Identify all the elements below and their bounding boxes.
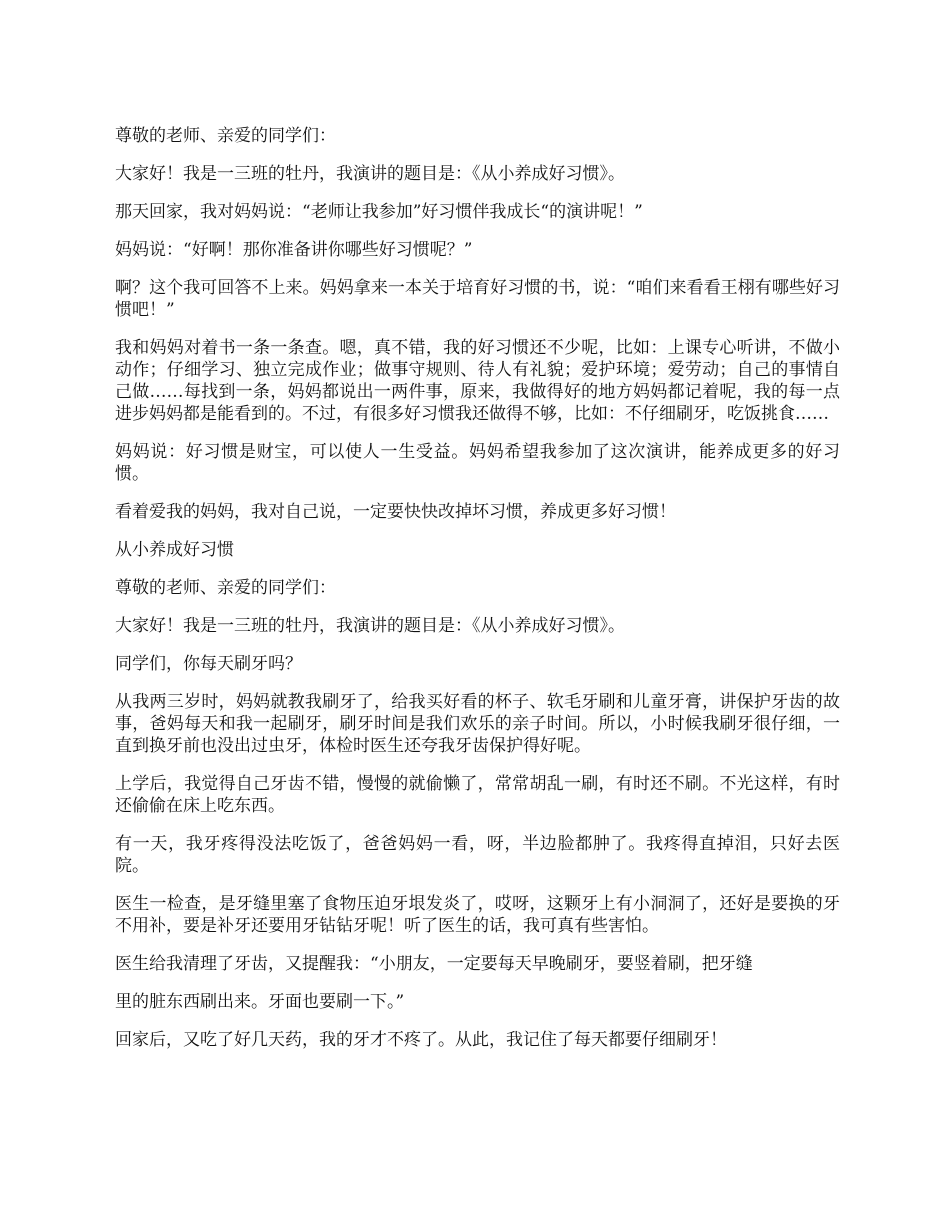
paragraph: 我和妈妈对着书一条一条查。嗯，真不错，我的好习惯还不少呢，比如：上课专心听讲，不做小动作；仔细学习、独立完成作业；做事守规则、待人有礼貌；爱护环境；爱劳动；自己的事情自己做……每找到一条，妈妈都说出一两件事，原来，我做得好的地方妈妈都记着呢，我的每一点进步妈妈都是能看到的。不过，有很多好习惯我还做得不够，比如：不仔细刷牙，吃饭挑食…… [115, 338, 840, 424]
paragraph: 回家后，又吃了好几天药，我的牙才不疼了。从此，我记住了每天都要仔细刷牙！ [115, 1030, 727, 1050]
paragraph: 上学后，我觉得自己牙齿不错，慢慢的就偷懒了，常常胡乱一刷，有时还不刷。不光这样，有时还偷偷在床上吃东西。 [115, 774, 840, 816]
paragraph: 从我两三岁时，妈妈就教我刷牙了，给我买好看的杯子、软毛牙刷和儿童牙膏，讲保护牙齿的故事，爸妈每天和我一起刷牙，刷牙时间是我们欢乐的亲子时间。所以，小时候我刷牙很仔细，一直到换牙前也没出过虫牙，体检时医生还夸我牙齿保护得好呢。 [115, 692, 840, 756]
paragraph: 啊？这个我可回答不上来。妈妈拿来一本关于培育好习惯的书，说：“咱们来看看王栩有哪些好习惯吧！” [115, 278, 840, 320]
paragraph-greeting: 尊敬的老师、亲爱的同学们： [115, 578, 336, 598]
paragraph: 同学们，你每天刷牙吗？ [115, 654, 302, 674]
paragraph: 医生给我清理了牙齿，又提醒我：“小朋友，一定要每天早晚刷牙，要竖着刷，把牙缝 [115, 954, 753, 974]
paragraph: 医生一检查，是牙缝里塞了食物压迫牙垠发炎了，哎呀，这颗牙上有小洞洞了，还好是要换的牙不用补，要是补牙还要用牙钻钻牙呢！听了医生的话，我可真有些害怕。 [115, 894, 840, 936]
paragraph: 有一天，我牙疼得没法吃饭了，爸爸妈妈一看，呀，半边脸都肿了。我疼得直掉泪，只好去医院。 [115, 834, 840, 876]
paragraph: 里的脏东西刷出来。牙面也要刷一下。” [115, 992, 405, 1012]
paragraph: 看着爱我的妈妈，我对自己说，一定要快快改掉坏习惯，养成更多好习惯！ [115, 502, 676, 522]
paragraph: 那天回家，我对妈妈说：“老师让我参加”好习惯伴我成长“的演讲呢！” [115, 202, 643, 222]
paragraph-intro: 大家好！我是一三班的牡丹，我演讲的题目是：《从小养成好习惯》。 [115, 164, 625, 184]
document-body [115, 125, 840, 1067]
paragraph: 妈妈说：好习惯是财宝，可以使人一生受益。妈妈希望我参加了这次演讲，能养成更多的好习惯。 [115, 442, 840, 484]
paragraph: 妈妈说：“好啊！那你准备讲你哪些好习惯呢？” [115, 240, 473, 260]
paragraph-intro: 大家好！我是一三班的牡丹，我演讲的题目是：《从小养成好习惯》。 [115, 616, 625, 636]
paragraph-greeting: 尊敬的老师、亲爱的同学们： [115, 126, 336, 146]
section-title: 从小养成好习惯 [115, 540, 234, 560]
